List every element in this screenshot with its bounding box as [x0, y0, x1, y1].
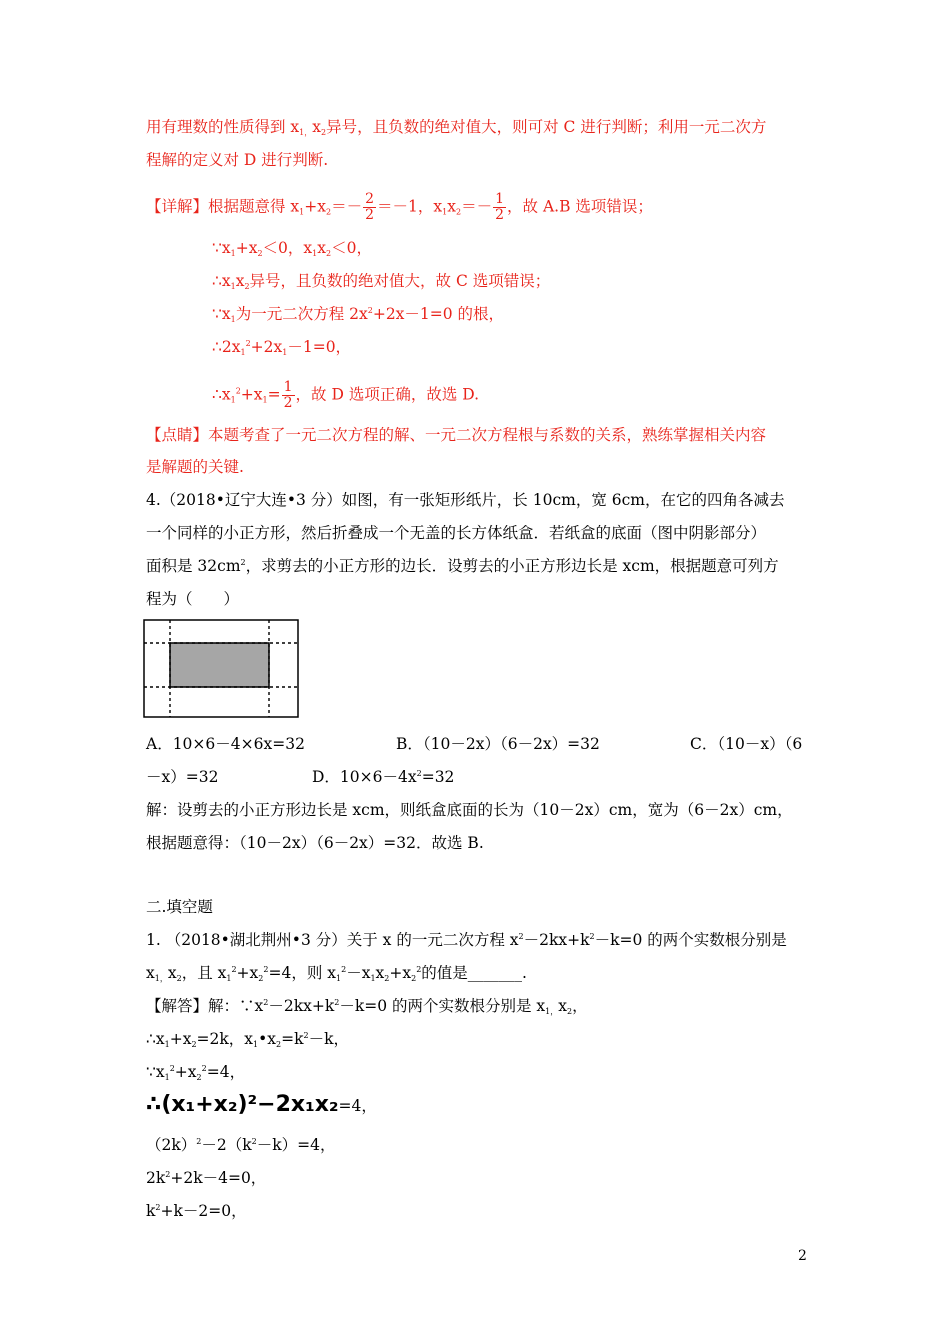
answer-line-4: ∴(x₁+x₂)²−2x₁x₂=4，	[146, 1092, 377, 1117]
fraction: $\frac{2}{2}$	[365, 191, 375, 223]
step-5: $\therefore x_1^2+x_1=$ $\frac{1}{2}$ ，故 D 选项正确，故选 D.	[212, 379, 480, 411]
solution-line-2: 根据题意得：（10－2x）（6－2x）=32．故选 B.	[146, 834, 484, 852]
question-4-line-2: 一个同样的小正方形，然后折叠成一个无盖的长方体纸盒．若纸盒的底面（图中阴影部分）	[146, 524, 767, 542]
comment-line-1: 【点睛】本题考查了一元二次方程的解、一元二次方程根与系数的关系，熟练掌握相关内容	[146, 426, 767, 444]
fraction: $\frac{1}{2}$	[495, 191, 505, 223]
step-2: $\therefore x_1x_2$异号，且负数的绝对值大，故 C 选项错误；	[212, 272, 551, 291]
page-number: 2	[798, 1248, 807, 1264]
fraction: $\frac{1}{2}$	[283, 379, 293, 411]
option-d: D．$10\times 6-4x^2=32$	[312, 768, 455, 786]
question-4-line-4: 程为（ ）	[146, 590, 240, 608]
answer-line-2: $\therefore x_1+x_2=2k$，$x_1•x_2=k^2-k$，	[146, 1030, 349, 1049]
solution-line-1: 解：设剪去的小正方形边长是 xcm，则纸盒底面的长为（10－2x）cm，宽为（6－2x）cm，	[146, 801, 793, 819]
step-4: $\therefore 2x_1^2+2x_1-1=0$，	[212, 338, 352, 357]
question-4-line-3: 面积是 $32cm^2$，求剪去的小正方形的边长．设剪去的小正方形边长是 xcm，根据题意可列方	[146, 557, 779, 575]
option-a: A．10×6－4×6x=32	[146, 735, 305, 753]
question-4-line-1: 4.（2018•辽宁大连•3 分）如图，有一张矩形纸片，长 10cm，宽 6cm，在它的四角各减去	[146, 491, 785, 509]
answer-line-1: 【解答】解：$\because x^2-2kx+k^2-k=0$ 的两个实数根分别是 $x_{1,}x_2$，	[146, 997, 588, 1016]
answer-line-7: $k^2+k-2=0$，	[146, 1202, 247, 1220]
answer-line-3: $\because x_1^2+x_2^2=4$，	[146, 1063, 246, 1082]
detail-line: 【详解】根据题意得 $x_1+x_2=-$ $\frac{2}{2}$ ＝－1，$x_1x_2=-$ $\frac{1}{2}$ ，故 A.B 选项错误；	[146, 191, 653, 223]
answer-line-5: $(2k)^2-2(k^2-k)=4$，	[146, 1136, 336, 1154]
formula-image: (x₁+x₂)²−2x₁x₂	[161, 1092, 339, 1117]
analysis-line-1: 用有理数的性质得到 $x_{1,}x_2$异号，且负数的绝对值大，则可对 C 进行判断；利用一元二次方	[146, 118, 767, 137]
option-c-continued: －x）=32	[146, 768, 219, 786]
rectangle-figure	[143, 619, 300, 719]
answer-line-6: $2k^2+2k-4=0$，	[146, 1169, 267, 1187]
option-c: C．（10－x）（6	[690, 735, 803, 753]
fill-question-1-line-1: 1. （2018•湖北荆州•3 分）关于 x 的一元二次方程 $x^2-2kx+k^2-k=0$ 的两个实数根分别是	[146, 931, 787, 949]
step-3: $\because x_1$为一元二次方程 $2x^2+2x-1=0$ 的根，	[212, 305, 505, 324]
step-1: $\because x_1+x_2<0$，$x_1x_2<0$，	[212, 239, 372, 258]
fill-question-1-line-2: $x_{1,}x_2$，且 $x_1^2+x_2^2=4$，则 $x_1^2-x_1x_2+x_2^2$的值是_______.	[146, 964, 527, 983]
section-heading: 二.填空题	[146, 898, 213, 916]
option-b: B．（10－2x）（6－2x）=32	[396, 735, 600, 753]
analysis-line-2: 程解的定义对 D 进行判断.	[146, 151, 329, 169]
shaded-base-area	[170, 643, 269, 687]
comment-line-2: 是解题的关键.	[146, 458, 244, 476]
